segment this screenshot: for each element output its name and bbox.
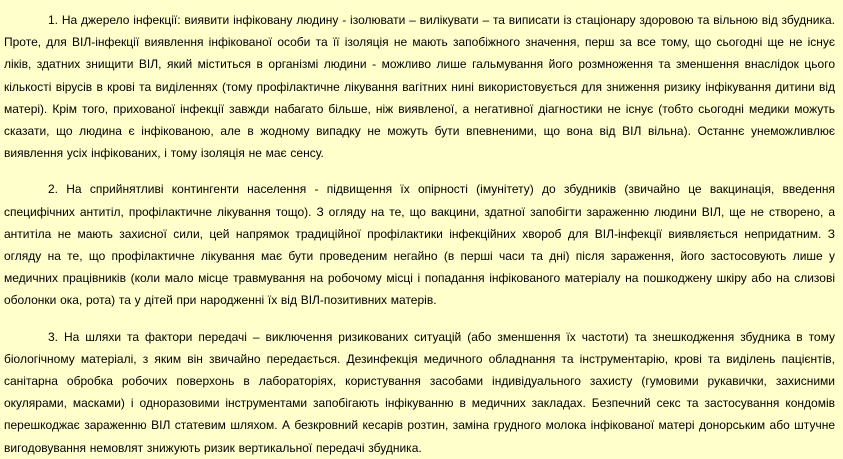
paragraph-susceptible-population: 2. На сприйнятливі контингенти населення - підвищення їх опірності (імунітету) до збудників (звичайно це вакцинація, введення специфічних антитіл, профілактичне лікування тощо). З огляду на те, що вакцини, здатної запобігти зараженню людини ВІЛ, ще не створено, а антитіла не мають захисної сили, цей напрямок традиційної профілактики інфекційних хвороб для ВІЛ-інфекції виявляється непридатним. З огляду на те, що профілактичне лікування має бути проведеним негайно (в перші часи та дні) після зараження, його застосовують лише у медичних працівників (коли мало місце травмування на робочому місці і попадання інфікованого матеріалу на пошкоджену шкіру або на слизові оболонки ока, рота) та у дітей при народженні їх від ВІЛ-позитивних матерів.	[4, 182, 835, 308]
paragraph-source-of-infection: 1. На джерело інфекції: виявити інфіковану людину - ізолювати – вилікувати – та виписати із стаціонару здоровою та вільною від збудника. Проте, для ВІЛ-інфекції виявлення інфікованої особи та її ізоляція не мають запобіжного значення, перш за все тому, що сьогодні ще не існує ліків, здатних знищити ВІЛ, який міститься в організмі людини - можливо лише гальмування його розмноження та зменшення внаслідок цього кількості вірусів в крові та виділеннях (тому профілактичне лікування вагітних нині використовується для зниження ризику інфікування дитини від матері). Крім того, прихованої інфекції завжди набагато більше, ніж виявленої, а негативної діагностики не існує (тобто сьогодні медики можуть сказати, що людина є інфікованою, але в жодному випадку не можуть бути впевненими, що вона від ВІЛ вільна). Останнє унеможливлює виявлення усіх інфікованих, і тому ізоляція не має сенсу.	[4, 13, 835, 161]
paragraph-transmission-routes: 3. На шляхи та фактори передачі – виключення ризикованих ситуацій (або зменшення їх частоти) та знешкодження збудника в тому біологічному матеріалі, з яким він звичайно передається. Дезинфекція медичного обладнання та інструментарію, крові та виділень пацієнтів, санітарна обробка робочих поверхонь в лабораторіях, користування засобами індивідуального захисту (гумовими рукавички, захисними окулярами, масками) і одноразовими інструментами запобігають інфікуванню в медичних закладах. Безпечний секс та застосування кондомів перешкоджає зараженню ВІЛ статевим шляхом. А безкровний кесарів розтин, заміна грудного молока інфікованої матері донорським або штучне вигодовування немовлят знижують ризик вертикальної передачі збудника.	[4, 329, 835, 455]
